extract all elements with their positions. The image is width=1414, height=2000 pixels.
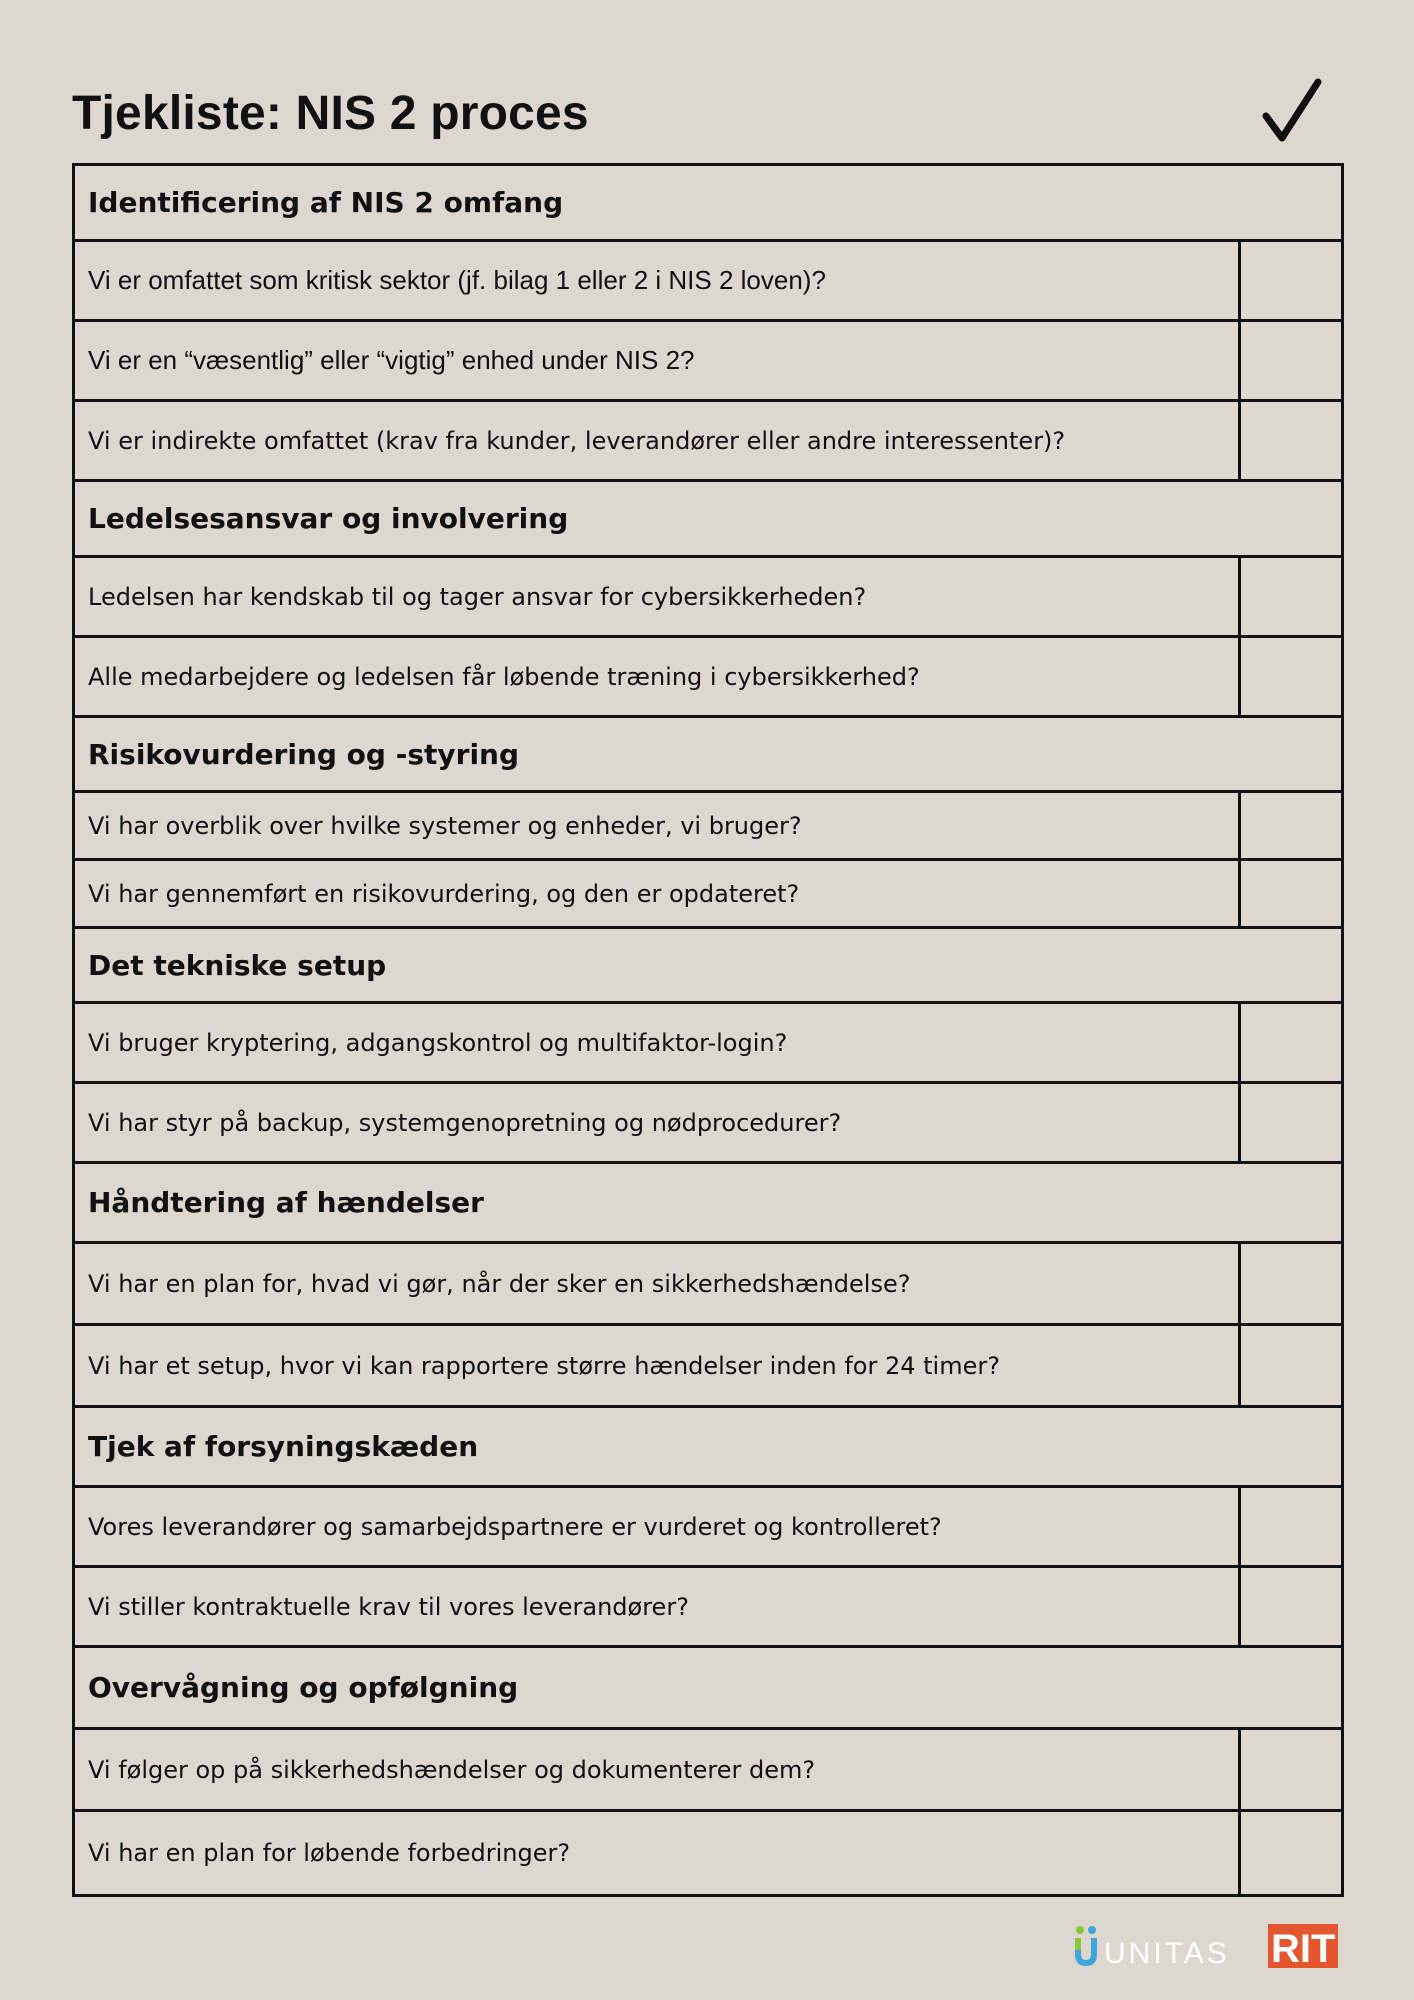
checklist-table <box>72 163 1344 1897</box>
unitas-logo-icon <box>1075 1926 1097 1966</box>
rit-logo-icon <box>1268 1924 1338 1971</box>
checklist-row <box>75 1488 1341 1568</box>
question-text: Vi er indirekte omfattet (krav fra kunder, leverandører eller andre interessenter)? <box>75 402 1241 479</box>
unitas-logo-text: UNITAS <box>1104 1937 1230 1970</box>
question-text: Vi har en plan for, hvad vi gør, når der sker en sikkerhedshændelse? <box>75 1244 1241 1323</box>
checklist-row <box>75 638 1341 718</box>
checklist-row <box>75 1244 1341 1326</box>
checkbox[interactable] <box>1241 638 1341 715</box>
question-text: Ledelsen har kendskab til og tager ansvar for cybersikkerheden? <box>75 558 1241 635</box>
checkbox[interactable] <box>1241 1730 1341 1809</box>
question-text: Vi er omfattet som kritisk sektor (jf. bilag 1 eller 2 i NIS 2 loven)? <box>75 242 1241 319</box>
checklist-row <box>75 1326 1341 1408</box>
checklist-row <box>75 558 1341 638</box>
checklist-row <box>75 861 1341 929</box>
checkmark-icon <box>1262 78 1322 148</box>
checkbox[interactable] <box>1241 1326 1341 1405</box>
footer-logos <box>1072 1920 1342 1974</box>
section-heading: Risikovurdering og -styring <box>75 718 1341 793</box>
checkbox[interactable] <box>1241 793 1341 858</box>
question-text: Vi følger op på sikkerhedshændelser og dokumenterer dem? <box>75 1730 1241 1809</box>
checkbox[interactable] <box>1241 1488 1341 1565</box>
checklist-row <box>75 1730 1341 1812</box>
question-text: Vores leverandører og samarbejdspartnere er vurderet og kontrolleret? <box>75 1488 1241 1565</box>
question-text: Vi har et setup, hvor vi kan rapportere større hændelser inden for 24 timer? <box>75 1326 1241 1405</box>
question-text: Vi stiller kontraktuelle krav til vores leverandører? <box>75 1568 1241 1645</box>
question-text: Vi har styr på backup, systemgenopretning og nødprocedurer? <box>75 1084 1241 1161</box>
question-text: Vi har overblik over hvilke systemer og enheder, vi bruger? <box>75 793 1241 858</box>
checkbox[interactable] <box>1241 322 1341 399</box>
checkbox[interactable] <box>1241 1244 1341 1323</box>
checklist-row <box>75 1004 1341 1084</box>
section-heading: Identificering af NIS 2 omfang <box>75 166 1341 242</box>
page-title: Tjekliste: NIS 2 proces <box>72 87 589 140</box>
section-heading: Håndtering af hændelser <box>75 1164 1341 1244</box>
question-text: Vi har gennemført en risikovurdering, og den er opdateret? <box>75 861 1241 926</box>
checklist-row <box>75 322 1341 402</box>
checkbox[interactable] <box>1241 1084 1341 1161</box>
question-text: Vi er en “væsentlig” eller “vigtig” enhed under NIS 2? <box>75 322 1241 399</box>
checkbox[interactable] <box>1241 861 1341 926</box>
header <box>72 78 1342 158</box>
question-text: Alle medarbejdere og ledelsen får løbende træning i cybersikkerhed? <box>75 638 1241 715</box>
question-text: Vi bruger kryptering, adgangskontrol og multifaktor-login? <box>75 1004 1241 1081</box>
checkbox[interactable] <box>1241 402 1341 479</box>
checklist-row <box>75 1568 1341 1648</box>
rit-logo-text: RIT <box>1271 1927 1336 1971</box>
checklist-row <box>75 1812 1341 1894</box>
checkbox[interactable] <box>1241 1812 1341 1894</box>
checkbox[interactable] <box>1241 1004 1341 1081</box>
checklist-row <box>75 402 1341 482</box>
checkbox[interactable] <box>1241 558 1341 635</box>
checklist-row <box>75 1084 1341 1164</box>
checklist-row <box>75 793 1341 861</box>
checkbox[interactable] <box>1241 1568 1341 1645</box>
checkbox[interactable] <box>1241 242 1341 319</box>
section-heading: Tjek af forsyningskæden <box>75 1408 1341 1488</box>
checklist-row <box>75 242 1341 322</box>
section-heading: Overvågning og opfølgning <box>75 1648 1341 1730</box>
question-text: Vi har en plan for løbende forbedringer? <box>75 1812 1241 1894</box>
section-heading: Ledelsesansvar og involvering <box>75 482 1341 558</box>
section-heading: Det tekniske setup <box>75 929 1341 1004</box>
